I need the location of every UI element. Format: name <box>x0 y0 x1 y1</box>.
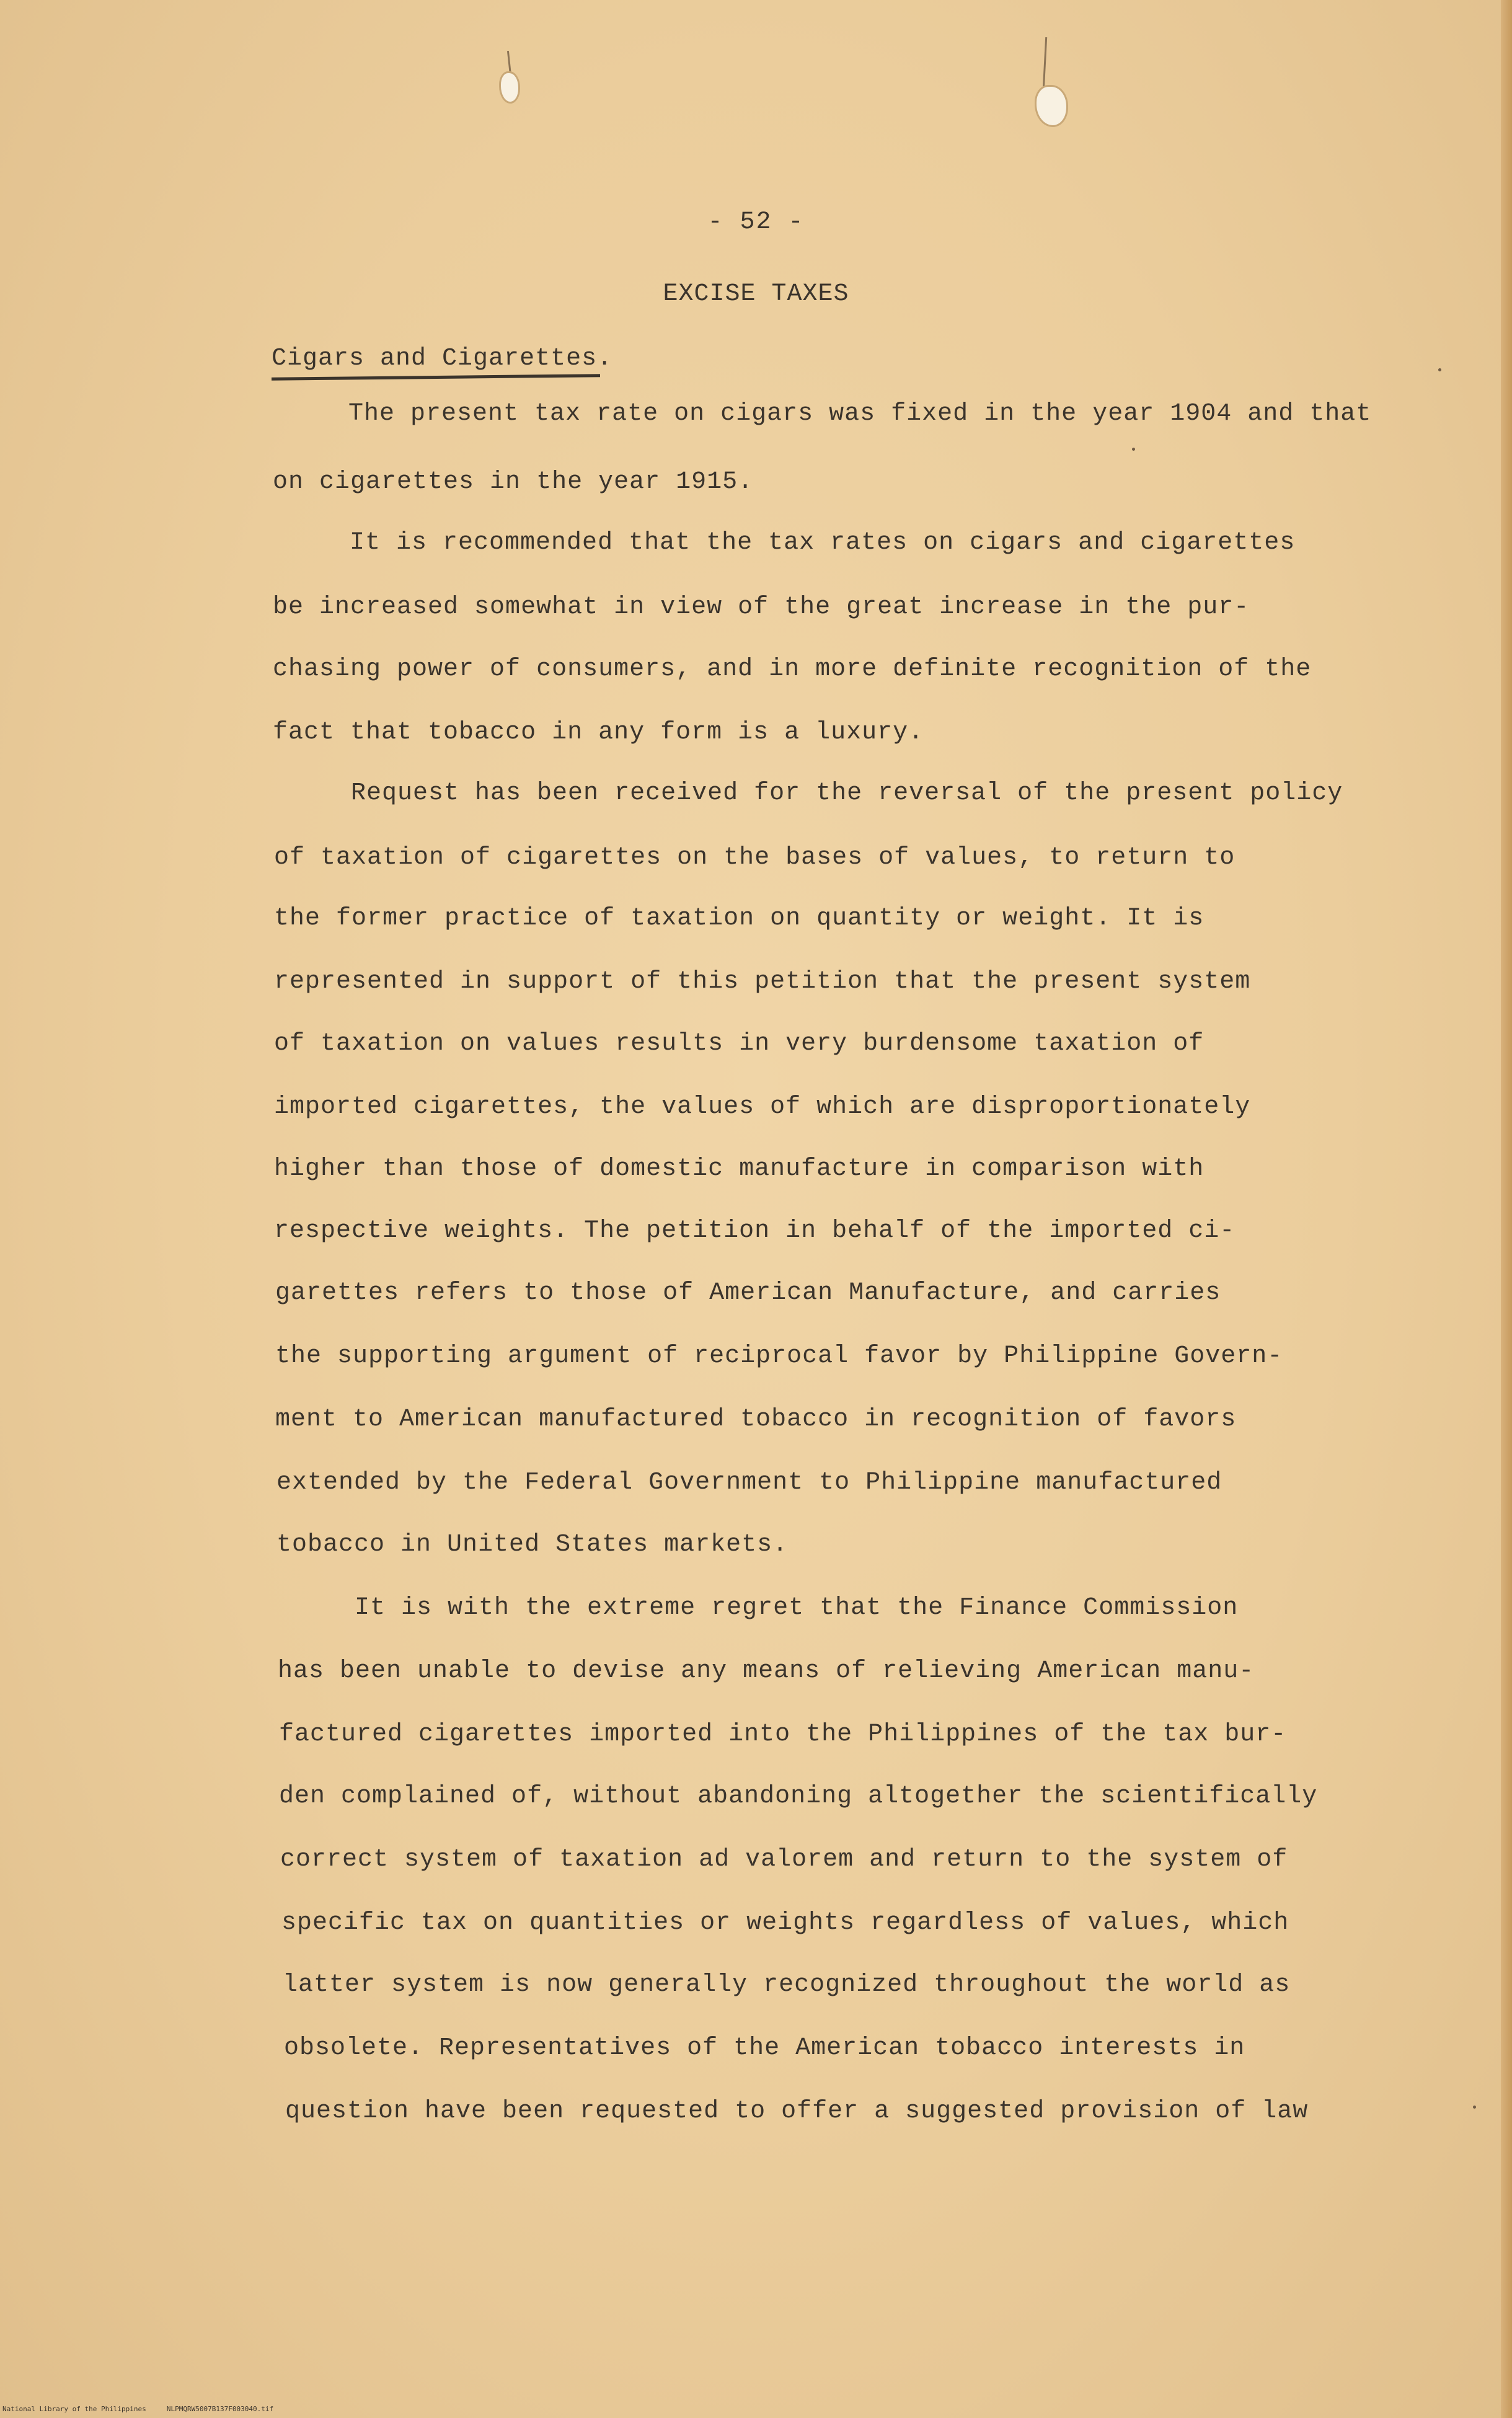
paper-speck <box>1132 448 1135 451</box>
text-line: obsolete. Representatives of the American tobacco interests in <box>284 2034 1245 2062</box>
text-line: correct system of taxation ad valorem and return to the system of <box>280 1846 1288 1874</box>
binding-tear-right <box>1043 37 1047 89</box>
text-line: It is recommended that the tax rates on cigars and cigarettes <box>350 529 1296 557</box>
text-line: on cigarettes in the year 1915. <box>273 468 754 496</box>
text-line: has been unable to devise any means of relieving American manu- <box>278 1657 1255 1685</box>
subheading <box>272 345 612 373</box>
text-line: The present tax rate on cigars was fixed in the year 1904 and that <box>348 400 1372 428</box>
text-line: of taxation of cigarettes on the bases of values, to return to <box>274 844 1236 872</box>
text-line: ment to American manufactured tobacco in recognition of favors <box>275 1406 1237 1433</box>
text-line: represented in support of this petition that the present system <box>274 968 1251 996</box>
text-line: fact that tobacco in any form is a luxury. <box>273 719 924 746</box>
paper-speck <box>1473 2106 1476 2109</box>
text-line: respective weights. The petition in behalf of the imported ci- <box>274 1217 1236 1245</box>
text-line: chasing power of consumers, and in more definite recognition of the <box>273 655 1312 683</box>
text-line: factured cigarettes imported into the Philippines of the tax bur- <box>279 1720 1287 1748</box>
subheading-underline <box>272 374 600 381</box>
text-line: latter system is now generally recognized throughout the world as <box>283 1971 1291 1999</box>
footer-library: National Library of the Philippines <box>2 2405 146 2413</box>
text-line: extended by the Federal Government to Philippine manufactured <box>276 1469 1222 1497</box>
text-line: specific tax on quantities or weights regardless of values, which <box>281 1909 1289 1937</box>
binding-hole-left <box>501 73 518 102</box>
binding-tear-left <box>507 51 511 76</box>
text-line: the former practice of taxation on quantity or weight. It is <box>274 905 1205 932</box>
text-line: the supporting argument of reciprocal favor by Philippine Govern- <box>275 1342 1283 1370</box>
text-line: higher than those of domestic manufacture in comparison with <box>274 1155 1205 1183</box>
page-edge <box>1501 0 1512 2418</box>
text-line: question have been requested to offer a suggested provision of law <box>285 2097 1309 2125</box>
page-number: - 52 - <box>707 208 805 236</box>
footer-file-id: NLPMQRW5007B137F003040.tif <box>166 2405 274 2413</box>
text-line: of taxation on values results in very burdensome taxation of <box>274 1030 1205 1058</box>
scan-footer <box>2 2405 273 2413</box>
text-line: Request has been received for the reversal of the present policy <box>351 779 1343 807</box>
text-line: be increased somewhat in view of the great increase in the pur- <box>273 593 1250 621</box>
section-title: EXCISE TAXES <box>663 280 849 308</box>
binding-hole-right <box>1037 87 1066 125</box>
text-line: den complained of, without abandoning altogether the scientifically <box>279 1782 1318 1810</box>
text-line: tobacco in United States markets. <box>276 1531 789 1559</box>
text-line: imported cigarettes, the values of which are disproportionately <box>274 1093 1251 1121</box>
text-line: garettes refers to those of American Manufacture, and carries <box>275 1279 1221 1307</box>
subheading-text: Cigars and Cigarettes. <box>272 345 613 373</box>
text-line: It is with the extreme regret that the Finance Commission <box>355 1594 1239 1622</box>
paper-speck <box>1438 368 1441 371</box>
